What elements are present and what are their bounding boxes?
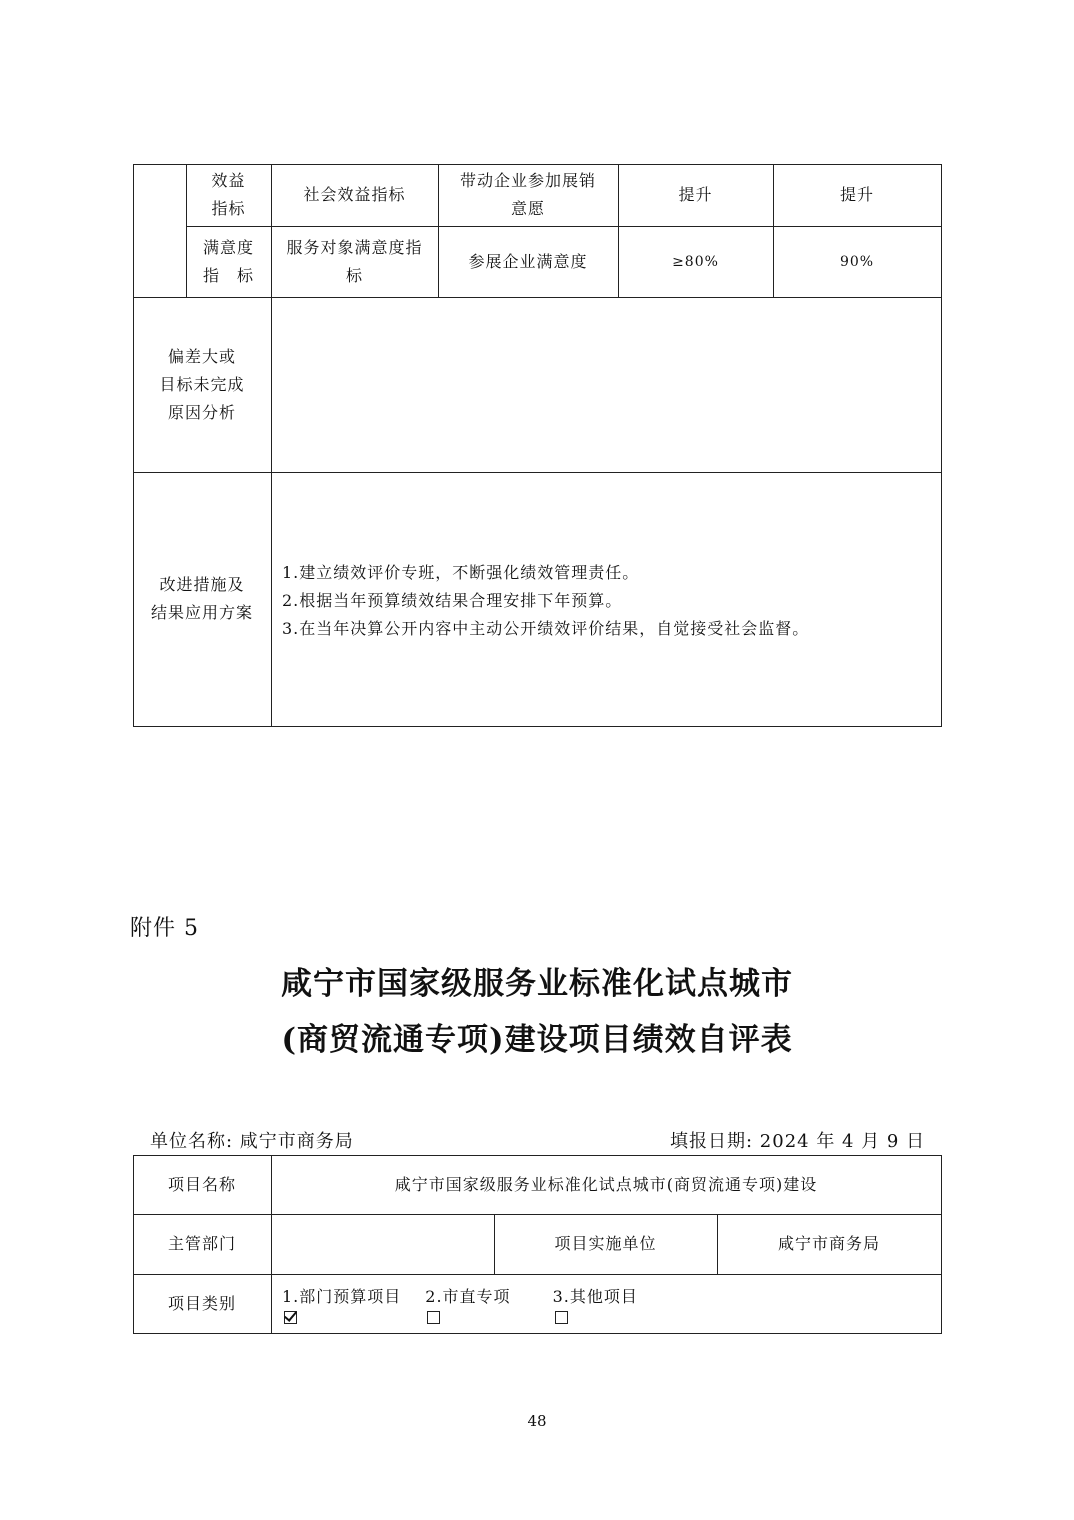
improvement-item: 3.在当年决算公开内容中主动公开绩效评价结果，自觉接受社会监督。 [282,619,810,638]
indicator-target-value: ≥80% [672,253,719,270]
indicator-name-satisfaction: 参展企业满意度 [468,251,588,271]
implementing-unit-label: 项目实施单位 [554,1234,657,1253]
page-title-line-2: (商贸流通专项)建设项目绩效自评表 [281,1022,793,1058]
checked-checkbox-icon[interactable] [284,1311,297,1324]
implementing-unit-value: 咸宁市商务局 [777,1234,880,1253]
deviation-analysis-label: 偏差大或 目标未完成 原因分析 [159,346,245,422]
indicator-subcategory-service: 服务对象满意度指 标 [286,237,423,285]
category-option[interactable]: 3.其他项目 [553,1283,638,1324]
page-number: 48 [527,1412,547,1430]
attachment-label: 附件 5 [130,916,199,941]
improvement-item: 2.根据当年预算绩效结果合理安排下年预算。 [282,591,623,610]
checkbox-icon[interactable] [427,1311,440,1324]
indicator-subcategory-social: 社会效益指标 [303,185,406,204]
project-name-label: 项目名称 [167,1174,236,1194]
indicator-actual-value: 90% [839,253,875,270]
project-category-label: 项目类别 [167,1293,236,1313]
supervising-dept-label: 主管部门 [167,1234,236,1253]
category-option[interactable]: 2.市直专项 [425,1283,510,1324]
project-category-options [282,1274,932,1333]
page-title-line-1: 咸宁市国家级服务业标准化试点城市 [281,966,793,1002]
improvement-item: 1.建立绩效评价专班，不断强化绩效管理责任。 [282,563,640,582]
indicator-name-participation: 带动企业参加展销 意愿 [459,171,596,218]
fill-date: 填报日期: 2024 年 4 月 9 日 [670,1131,926,1152]
indicator-target-value: 提升 [678,185,713,204]
indicator-category-satisfaction: 满意度 指 标 [202,237,254,285]
checkbox-icon[interactable] [555,1311,568,1324]
improvement-measures-label: 改进措施及 结果应用方案 [150,575,253,622]
unit-name: 单位名称: 咸宁市商务局 [150,1131,354,1152]
deviation-analysis-content [271,297,941,472]
improvement-measures-list [282,559,932,643]
indicator-actual-value: 提升 [839,185,874,204]
project-name-value: 咸宁市国家级服务业标准化试点城市(商贸流通专项)建设 [394,1174,818,1194]
supervising-dept-value [271,1214,494,1274]
category-option[interactable]: 1.部门预算项目 [282,1283,401,1324]
indicator-category-benefit: 效益 指标 [211,171,246,218]
